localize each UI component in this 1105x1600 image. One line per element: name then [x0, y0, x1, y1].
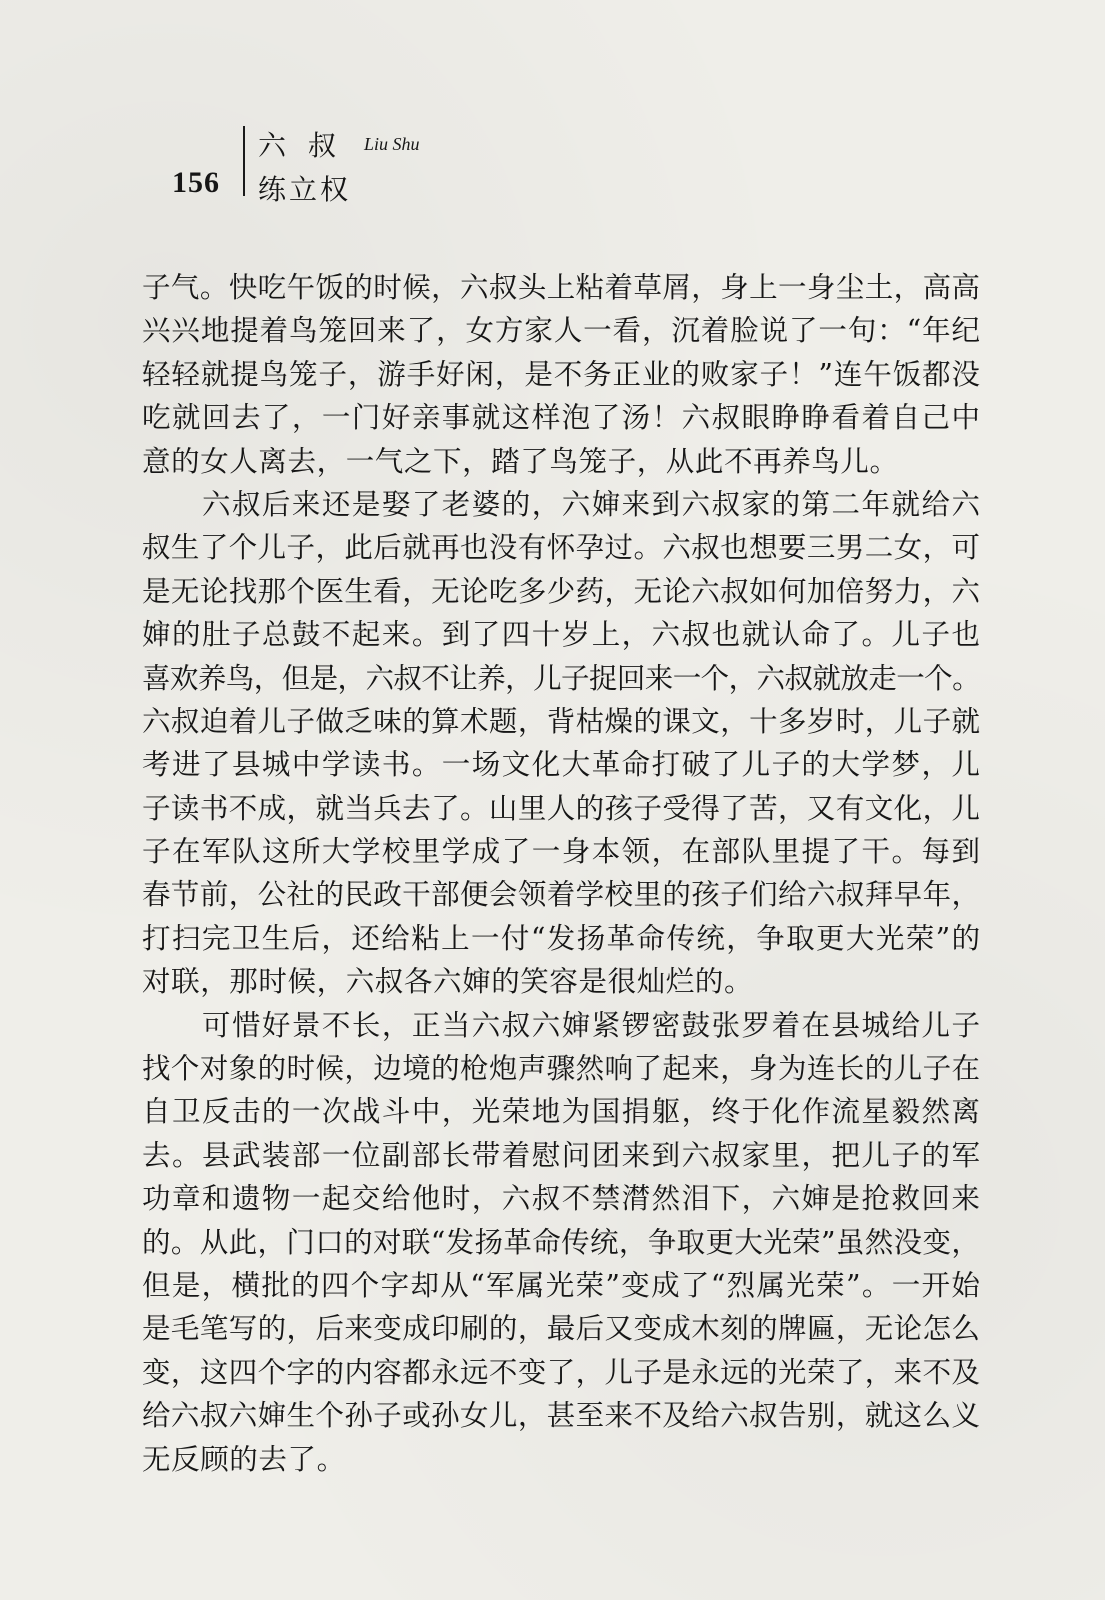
page-number: 156	[172, 166, 220, 199]
text-line: 是毛笔写的，后来变成印刷的，最后又变成木刻的牌匾，无论怎么	[142, 1312, 981, 1346]
text-line: 变，这四个字的内容都永远不变了，儿子是永远的光荣了，来不及	[142, 1355, 981, 1389]
text-line: 喜欢养鸟，但是，六叔不让养，儿子捉回来一个，六叔就放走一个。	[142, 661, 980, 695]
text-line: 功章和遗物一起交给他时，六叔不禁潸然泪下，六婶是抢救回来	[142, 1182, 982, 1216]
text-line: 考进了县城中学读书。一场文化大革命打破了儿子的大学梦，儿	[142, 748, 982, 782]
paragraph-2	[142, 483, 980, 1004]
text-line: 春节前，公社的民政干部便会领着学校里的孩子们给六叔拜早年，	[142, 878, 981, 912]
text-line: 无反顾的去了。	[142, 1442, 346, 1476]
text-line: 六叔迫着儿子做乏味的算术题，背枯燥的课文，十多岁时，儿子就	[142, 704, 981, 738]
text-line: 给六叔六婶生个孙子或孙女儿，甚至来不及给六叔告别，就这么义	[142, 1399, 981, 1433]
text-line: 子在军队这所大学校里学成了一身本领，在部队里提了干。每到	[142, 835, 982, 869]
text-line: 子读书不成，就当兵去了。山里人的孩子受得了苦，又有文化，儿	[142, 791, 981, 825]
author-name: 练立权	[258, 173, 352, 206]
text-line: 是无论找那个医生看，无论吃多少药，无论六叔如何加倍努力，六	[142, 574, 981, 608]
text-line: 轻轻就提鸟笼子，游手好闲，是不务正业的败家子！”连午饭都没	[142, 357, 981, 391]
text-line: 婶的肚子总鼓不起来。到了四十岁上，六叔也就认命了。儿子也	[142, 618, 982, 652]
text-line: 吃就回去了，一门好亲事就这样泡了汤！六叔眼睁睁看着自己中	[142, 401, 982, 435]
text-line: 对联，那时候，六叔各六婶的笑容是很灿烂的。	[142, 965, 754, 999]
text-line: 去。县武装部一位副部长带着慰问团来到六叔家里，把儿子的军	[142, 1138, 982, 1172]
paragraph-3	[142, 1004, 980, 1481]
text-line: 可惜好景不长，正当六叔六婶紧锣密鼓张罗着在县城给儿子	[142, 1008, 982, 1042]
text-line: 六叔后来还是娶了老婆的，六婶来到六叔家的第二年就给六	[142, 487, 982, 521]
header-divider	[243, 126, 245, 196]
story-title: 六叔	[258, 129, 359, 162]
running-header	[160, 122, 660, 210]
text-line: 自卫反击的一次战斗中，光荣地为国捐躯，终于化作流星毅然离	[142, 1095, 982, 1129]
text-line: 兴兴地提着鸟笼回来了，女方家人一看，沉着脸说了一句：“年纪	[142, 314, 981, 348]
paragraph-1	[142, 266, 980, 483]
text-line: 的。从此，门口的对联“发扬革命传统，争取更大光荣”虽然没变，	[142, 1225, 981, 1259]
text-line: 叔生了个儿子，此后就再也没有怀孕过。六叔也想要三男二女，可	[142, 531, 981, 565]
text-line: 找个对象的时候，边境的枪炮声骤然响了起来，身为连长的儿子在	[142, 1052, 981, 1086]
text-line: 打扫完卫生后，还给粘上一付“发扬革命传统，争取更大光荣”的	[142, 921, 982, 955]
body-text	[142, 266, 980, 1481]
story-title-pinyin: Liu Shu	[364, 134, 420, 154]
text-line: 但是，横批的四个字却从“军属光荣”变成了“烈属光荣”。一开始	[142, 1268, 982, 1302]
text-line: 子气。快吃午饭的时候，六叔头上粘着草屑，身上一身尘土，高高	[142, 271, 981, 304]
text-line: 意的女人离去，一气之下，踏了鸟笼子，从此不再养鸟儿。	[142, 444, 899, 478]
